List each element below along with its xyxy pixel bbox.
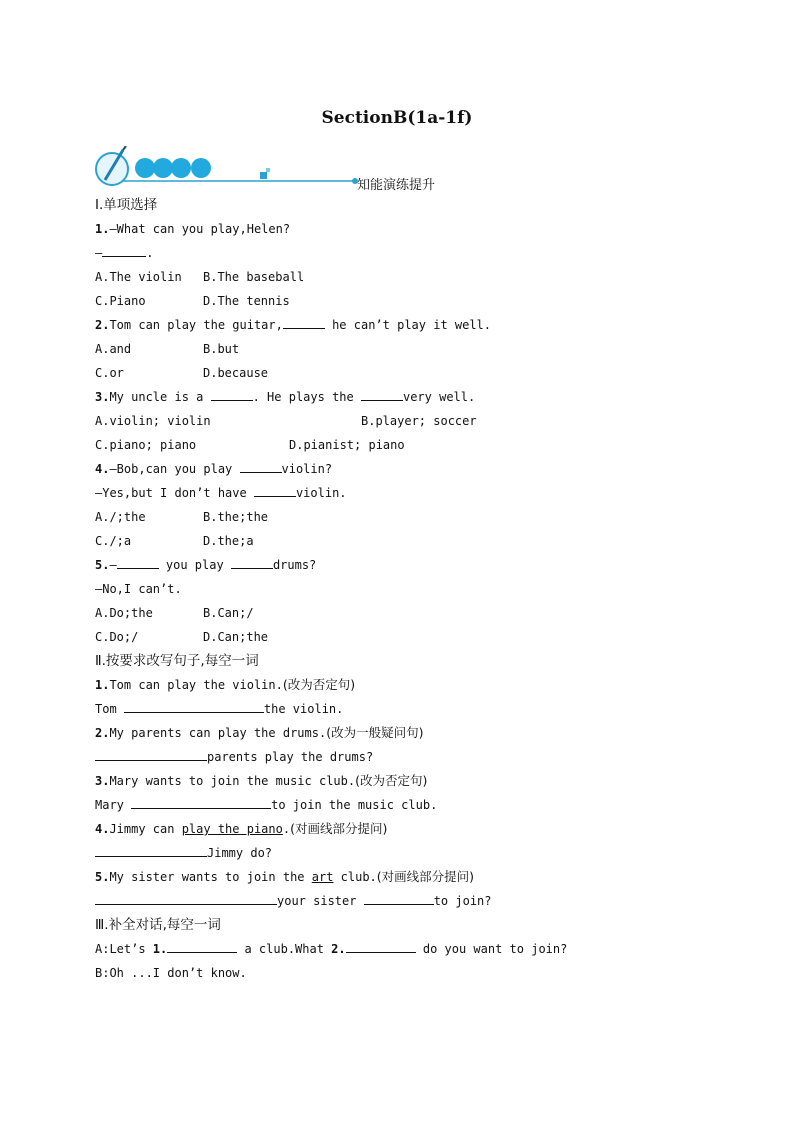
options-row — [95, 601, 775, 625]
banner-label: 知能演练提升 — [357, 178, 436, 193]
page-title: SectionB(1a-1f) — [321, 108, 473, 128]
options-row — [95, 409, 775, 433]
question-2-3: 3.Mary wants to join the music club.(改为否定句) — [95, 773, 428, 788]
option-d[interactable]: D.The tennis — [203, 294, 290, 308]
answer-line: parents play the drums? — [95, 745, 775, 769]
answer-line: —Yes,but I don’t have violin. — [95, 481, 775, 505]
dialogue-line-b: B:Oh ...I don’t know. — [95, 966, 247, 980]
option-b[interactable]: B.The baseball — [203, 270, 305, 284]
answer-line: Mary to join the music club. — [95, 793, 775, 817]
answer-line: —No,I can’t. — [95, 582, 182, 596]
option-d[interactable]: D.Can;the — [203, 630, 269, 644]
blank[interactable] — [117, 555, 159, 569]
blank[interactable] — [167, 939, 237, 953]
question-2-2: 2.My parents can play the drums.(改为一般疑问句) — [95, 725, 424, 740]
blank[interactable] — [361, 387, 403, 401]
question-1-3: 3.My uncle is a . He plays the very well. — [95, 385, 775, 409]
blank[interactable] — [283, 315, 325, 329]
blank[interactable] — [346, 939, 416, 953]
underlined-phrase: art — [311, 870, 334, 884]
dialogue-line-a: A:Let’s 1. a club.What 2. do you want to join? — [95, 937, 775, 961]
blank[interactable] — [102, 243, 146, 257]
option-a[interactable]: A.and — [95, 342, 132, 356]
option-c[interactable]: C.piano; piano — [95, 438, 197, 452]
underlined-phrase: play the piano — [181, 822, 283, 836]
question-2-1: 1.Tom can play the violin.(改为否定句) — [95, 677, 356, 692]
option-a[interactable]: A.The violin — [95, 270, 182, 284]
option-d[interactable]: D.pianist; piano — [289, 438, 405, 452]
blank[interactable] — [231, 555, 273, 569]
blank[interactable] — [95, 747, 207, 761]
option-c[interactable]: C./;a — [95, 534, 132, 548]
option-a[interactable]: A./;the — [95, 510, 146, 524]
option-c[interactable]: C.Do;/ — [95, 630, 139, 644]
options-row — [95, 433, 775, 457]
options-row — [95, 505, 775, 529]
section-3-heading: Ⅲ.补全对话,每空一词 — [95, 917, 221, 933]
dot-4 — [191, 158, 211, 178]
question-1-2: 2.Tom can play the guitar, he can’t play it well. — [95, 313, 775, 337]
worksheet-content — [95, 193, 775, 985]
options-row — [95, 361, 775, 385]
option-b[interactable]: B.player; soccer — [361, 414, 477, 428]
option-c[interactable]: C.or — [95, 366, 124, 380]
option-b[interactable]: B.the;the — [203, 510, 269, 524]
section-1-heading: Ⅰ.单项选择 — [95, 197, 158, 213]
option-c[interactable]: C.Piano — [95, 294, 146, 308]
options-row — [95, 337, 775, 361]
answer-line: Tom the violin. — [95, 697, 775, 721]
blank[interactable] — [211, 387, 253, 401]
option-d[interactable]: D.because — [203, 366, 269, 380]
dot-2 — [153, 158, 173, 178]
square-icon — [260, 172, 267, 179]
options-row — [95, 289, 775, 313]
blank[interactable] — [254, 483, 296, 497]
options-row — [95, 529, 775, 553]
option-d[interactable]: D.the;a — [203, 534, 254, 548]
dot-3 — [171, 158, 191, 178]
option-b[interactable]: B.but — [203, 342, 240, 356]
answer-line: your sister to join? — [95, 889, 775, 913]
blank[interactable] — [240, 459, 282, 473]
answer-line: — . — [95, 241, 775, 265]
option-a[interactable]: A.violin; violin — [95, 414, 211, 428]
section-2-heading: Ⅱ.按要求改写句子,每空一词 — [95, 653, 259, 669]
option-a[interactable]: A.Do;the — [95, 606, 153, 620]
blank[interactable] — [124, 699, 264, 713]
question-1-1: 1.—What can you play,Helen? — [95, 222, 291, 236]
question-1-4: 4.—Bob,can you play violin? — [95, 457, 775, 481]
blank[interactable] — [131, 795, 271, 809]
options-row — [95, 265, 775, 289]
answer-line: Jimmy do? — [95, 841, 775, 865]
question-2-5: 5.My sister wants to join the art club.(对画线部分提问) — [95, 869, 475, 884]
question-1-5: 5.— you play drums? — [95, 553, 775, 577]
blank[interactable] — [364, 891, 434, 905]
option-b[interactable]: B.Can;/ — [203, 606, 254, 620]
dot-1 — [135, 158, 155, 178]
question-2-4: 4.Jimmy can play the piano.(对画线部分提问) — [95, 821, 388, 836]
blank[interactable] — [95, 891, 277, 905]
options-row — [95, 625, 775, 649]
blank[interactable] — [95, 843, 207, 857]
